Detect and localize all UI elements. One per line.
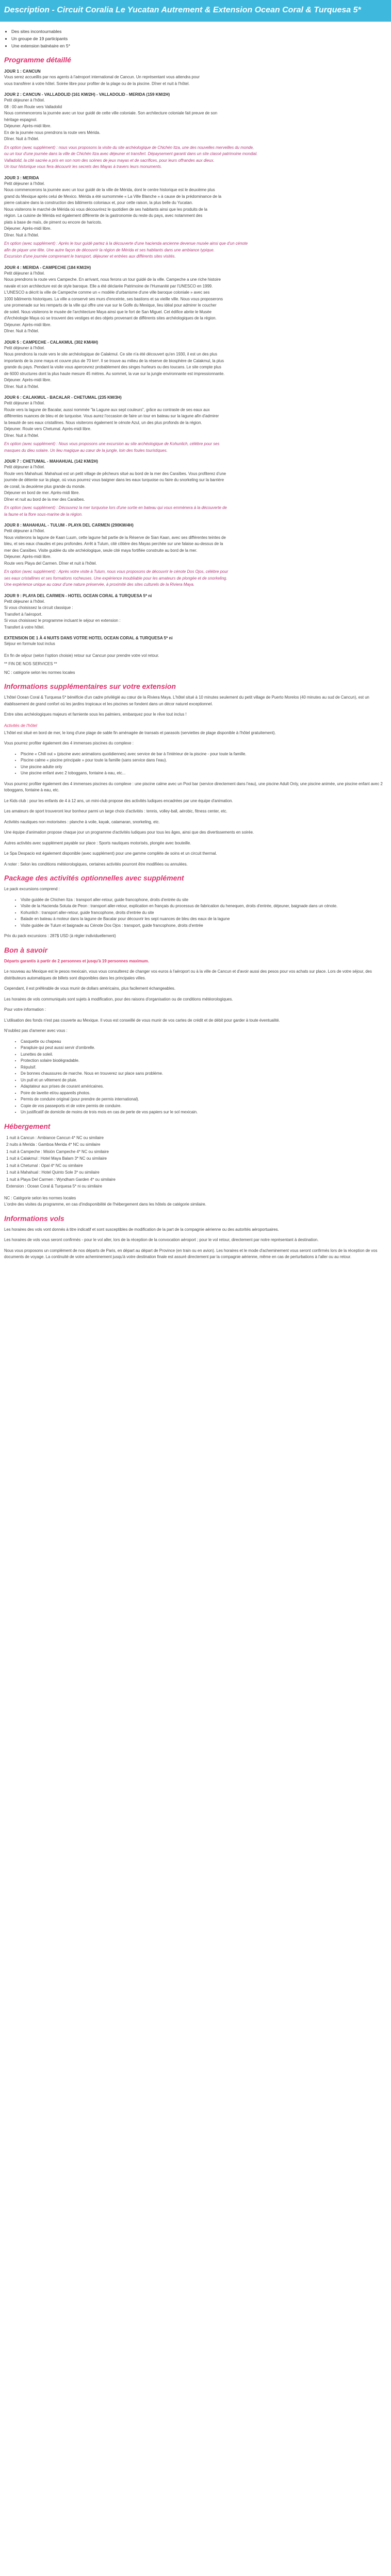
activities-subtitle: Activités de l'hôtel [4,723,37,728]
day-line: Déjeuner. Après-midi libre. [4,378,52,382]
list-item: • Une piscine enfant avec 2 toboggans, fontaine à eau, etc... [21,770,387,777]
day-block [4,69,387,87]
paragraph: A noter : Selon les conditions météorologiques, certaines activités pourront être modifiées ou annulées. [4,861,188,867]
day-line: vous transférer à votre hôtel. Soirée libre pour profiter de la plage ou de la piscine. Dîner et nuit à l'hôtel. [4,81,190,86]
list-item: • Parapluie qui peut aussi servir d'ombrelle. [21,1045,387,1052]
paragraph: Entre sites archéologiques majeurs et farniente sous les palmiers, embarquez pour le rêve tout inclus ! [4,712,187,717]
hotel-note: L'ordre des visites du programme, en cas d'indisponibilité de l'hébergement dans les hôtels de catégorie similaire. [4,1202,206,1207]
day-line: L'UNESCO a décrit la ville de Campeche comme un « modèle d'urbanisme d'une ville baroque coloniale » avec ses [4,290,210,295]
day-line: Petit déjeuner à l'hôtel. [4,401,45,405]
main-content [0,22,391,1261]
day-title: JOUR 8 : MAHAHUAL - TULUM - PLAYA DEL CARMEN (290KM/4H) [4,523,134,528]
list-item: • Adaptateur aux prises de courant américaines. [21,1083,387,1090]
day-line: importants de la zone maya et couvre plus de 70 km². Il se trouve au milieu de la réserve de biosphère de Calakmul, la plus [4,358,224,363]
day-line: de 6000 structures dont la plus haute mesure 45 mètres. Au sommet, la vue sur la jungle environnante est impressionnante. [4,371,225,376]
day-line: Déjeuner. Après-midi libre. [4,124,52,128]
page-header [0,0,391,22]
day-line: Nous commencerons la journée avec un tour guidé de la ville de Mérida, dont le centre historique est le deuxième plus [4,188,215,192]
day-line: différentes nuances de bleu et de turquoise. Vous aurez l'occasion de faire un tour en bateau sur la lagune afin d'admirer [4,414,219,418]
guaranteed-departures: Départs garantis à partir de 2 personnes et jusqu'à 19 personnes maximum. [4,958,149,963]
optional-line: la faune et la flore sous-marine de la région. [4,512,83,517]
list-item: • Une extension balnéaire en 5* [11,42,387,49]
day-line: Déjeuner. Route vers Chetumal. Après-midi libre. [4,427,92,431]
day-line: Petit déjeuner à l'hôtel. [4,345,45,350]
hotel-line: 1 nuit à Chetumal : Opal 4* NC ou similaire [6,1163,83,1168]
hotel-line: 1 nuit à Cancun : Ambiance Cancun 4* NC ou similaire [6,1135,104,1140]
paragraph: Nous vous proposons un complément de nos départs de Paris, en départ au départ de Province (en train ou en avion). Les horaires et le mode d'acheminement vous seront confirmés lors de la réception de vos documents de voyage. La continuité de votre acheminement jusqu'à votre destination finale est assuré directement par la compagnie aérienne, même en cas de perturbations à l'aller ou au retour. [4,1248,378,1259]
optional-line: En option (avec supplément) : Après votre visite à Tulum, nous vous proposons de découvrir le cénote Dos Ojos, célèbre pour [4,569,229,574]
closing-line: En fin de séjour (selon l'option choisie) retour sur Cancun pour prendre votre vol retour. [4,653,159,658]
day-line: Dîner. Nuit à l'hôtel. [4,329,39,333]
day-line: Déjeuner. Après-midi libre. [4,554,52,559]
optional-line: masques du dieu solaire. Un lieu magique au cœur de la jungle, loin des foules touristiques. [4,448,168,453]
hotel-line: 1 nuit à Campeche : Misión Campeche 4* NC ou similaire [6,1149,109,1154]
list-item: • Visite guidée de Tulum et baignade au Cénote Dos Ojos : transport, guide francophone, droits d'entrée [21,923,387,929]
page-title: Description - Circuit Coralia Le Yucatan Autrement & Extension Ocean Coral & Turquesa 5* [4,6,361,14]
optional-line: ou un tour d'une journée dans la ville de Chichén Itza avec déjeuner et transfert. Dépaysement garanti dans un site classé patrimoine mondial. [4,151,258,156]
day-block [4,92,387,171]
day-line: Route vers la lagune de Bacalar, aussi nommée "la Lagune aux sept couleurs", grâce au contraste de ses eaux aux [4,407,210,412]
bon-a-savoir-title: Bon à savoir [4,945,48,954]
list-item: • Répulsif. [21,1064,387,1071]
hotel-line: 2 nuits à Merida : Gamboa Merida 4* NC ou similaire [6,1142,101,1147]
day-line: Séjour en formule tout inclus [4,641,55,646]
day-title: JOUR 4 : MERIDA - CAMPECHE (184 KM/2H) [4,265,91,270]
pools-list [4,751,387,777]
day-line: En de la journée nous prendrons la route vers Mérida. [4,130,101,135]
day-line: Vous serez accueillis par nos agents à l'aéroport international de Cancun. Un représentant vous attendra pour [4,75,200,79]
hotel-note: NC : Catégorie selon les normes locales [4,1195,76,1200]
extension-more [4,781,387,868]
day-line: Dîner. Nuit à l'hôtel. [4,137,39,141]
hotel-list [4,1134,387,1190]
paragraph: Le Kids club : pour les enfants de 4 à 12 ans, un mini-club propose des activités ludiques encadrées par une équipe d'animation. [4,798,233,803]
day-line: Route vers Playa del Carmen. Dîner et nuit à l'hôtel. [4,561,97,566]
day-line: Petit déjeuner à l'hôtel. [4,465,45,469]
hotel-line: 1 nuit à Calakmul : Hotel Maya Balam 3* NC ou similaire [6,1156,107,1161]
day-line: Petit déjeuner à l'hôtel. [4,270,45,276]
day-line: pierre calcaire dans la construction des bâtiments coloniaux et, pour cette raison, la plus belle du Yucatan. [4,200,193,205]
day-title: JOUR 2 : CANCUN - VALLADOLID (161 KM/2H) - VALLADOLID - MERIDA (159 KM/2H) [4,92,170,97]
day-block [4,523,387,588]
list-item: • Balade en bateau à moteur dans la lagune de Bacalar pour découvrir les sept nuances de bleu des eaux de la lagune [21,916,387,923]
optional-line: Excursion d'une journée comprenant le transport, déjeuner et entrées aux différents sites visités. [4,254,176,259]
day-line: Transfert à votre hôtel. [4,624,45,630]
day-line: Route vers Mahahual. Mahahual est un petit village de pêcheurs situé au bord de la mer des Caraïbes. Vous profiterez d'une [4,471,226,476]
day-line: grande du pays. Pendant la visite vous apercevrez probablement des singes hurleurs ou des toucans. Le site compte plus [4,365,221,369]
day-line: Nous commencerons la journée avec un tour guidé de cette ville coloniale. Son architecture coloniale fait preuve de son [4,111,218,115]
paragraph: Vous pourrez profiter également des 4 immenses piscines du complexe : [4,741,134,745]
day-block [4,340,387,391]
day-line: grand du Mexique après celui de Mexico. Mérida a été surnommée « La Ville Blanche » à cause de la prédominance de la [4,194,222,199]
day-line: navale et son architecture est de style baroque. Elle a été déclarée Patrimoine de l'Humanité par l'UNESCO en 1999. [4,283,213,289]
optional-line: Une expérience unique au cœur d'une nature préservée, à proximité des sites culturels de la Riviera Maya. [4,582,194,587]
day-line: une promenade sur les remparts de la ville qui offre une vue sur le Golfe du Mexique, lieu idéal pour admirer le coucher [4,303,217,308]
day-line: Déjeuner. Après-midi libre. [4,322,52,327]
package-list [4,897,387,929]
day-line: Nous visiterons le marché de Mérida où vous découvrirez le quotidien de ses habitants ainsi que les produits de la [4,207,207,212]
list-item: • Piscine calme « piscine principale » pour toute la famille (sans service dans l'eau). [21,757,387,764]
day-title: JOUR 7 : CHETUMAL - MAHAHUAL (142 KM/2H) [4,459,98,464]
day-line: Déjeuner en bord de mer. Après-midi libre. [4,490,80,495]
day-line: 08 : 00 am Route vers Valladolid [4,104,62,109]
paragraph: Prix du pack excursions : 287$ USD (à régler individuellement) [4,934,116,938]
hotel-line: 1 nuit à Playa Del Carmen : Wyndham Garden 4* ou similaire [6,1177,116,1182]
day-line: de corail, la deuxième plus grande du monde. [4,484,86,489]
optional-line: Valladolid, la cité sacrée a pris en son nom des scènes de jeux mayas et de sacrifices, pour leurs offrandes aux dieux. [4,158,215,163]
bon-a-savoir-paragraphs [4,969,387,1035]
day-line: Dîner et nuit au bord de la mer des Caraïbes. [4,497,85,502]
hotel-line: 1 nuit à Mahahual : Hotel Quinto Sole 3* ou similaire [6,1170,100,1175]
optional-line: afin de piquer une tête. Une autre façon de découvrir la région de Mérida et ses habitants dans une ambiance typique. [4,247,215,252]
list-item: • Copie de vos passeports et de votre permis de conduire. [21,1103,387,1110]
day-line: bleu, et ses eaux chaudes et peu profondes. Arrêt à Tulum, cité côtière des Mayas perchée sur une falaise au-dessus de la [4,541,223,546]
list-item: • Casquette ou chapeau [21,1039,387,1045]
day-line: Si vous choisissez la circuit classique : [4,605,73,610]
list-item: • Visite guidée de Chichen Itza : transport aller-retour, guide francophone, droits d'entrée du site [21,897,387,904]
list-item: • Lunettes de soleil. [21,1052,387,1058]
paragraph: L'utilisation des fonds n'est pas couverte au Mexique. Il vous est conseillé de vous munir de vos cartes de crédit et de débit pour garder à toute éventualité. [4,1018,280,1023]
paragraph: Les horaires des vols vont donnés à titre indicatif et sont susceptibles de modification de la part de la compagnie aérienne ou des autorités aéroportuaires. [4,1227,279,1232]
day-block [4,636,387,648]
list-item: • Poire de lavette et/ou appareils photos. [21,1090,387,1097]
paragraph: L'hôtel Ocean Coral & Turquesa 5* bénéficie d'un cadre privilégié au cœur de la Riviera Maya. L'hôtel situé à 10 minutes seulement du petit village de Puerto Morelos (40 minutes au sud de Cancun), est un établissement de grand confort où les jardins tropicaux et les piscines se fondent dans un décor naturel exceptionnel. [4,695,369,706]
day-line: Petit déjeuner à l'hôtel. [4,599,45,604]
day-title: JOUR 3 : MERIDA [4,175,39,180]
list-item: • Kohunlich : transport aller-retour, guide francophone, droits d'entrée du site [21,910,387,917]
list-item: • Des sites incontournables [11,28,387,35]
paragraph: L'hôtel est situé en bord de mer, le long d'une plage de sable fin aménagée de transats et parasols (serviettes de plage disponible à l'hôtel gratuitement). [4,730,276,735]
day-title: JOUR 5 : CAMPECHE - CALAKMUL (302 KM/4H) [4,340,99,345]
programme-days [4,69,387,648]
day-line: journée de détente sur la plage, où vous pourrez vous baigner dans les eaux turquoise ou faire du snorkeling sur la barrière [4,478,224,482]
day-line: Petit déjeuner à l'hôtel. [4,529,45,533]
list-item: • Piscine « Chill out » (piscine avec animations quotidiennes) avec service de bar à l'intérieur de la piscine - pour toute la famille. [21,751,387,758]
paragraph: Cependant, il est préférable de vous munir de dollars américains, plus facilement échangeables. [4,986,175,991]
day-line: Dîner. Nuit à l'hôtel. [4,433,39,438]
day-block [4,459,387,518]
vols-paragraphs [4,1227,387,1261]
paragraph: Une équipe d'animation propose chaque jour un programme d'activités ludiques pour tous les âges, ainsi que des divertissements en soirée. [4,830,254,835]
hebergement-title: Hébergement [4,1122,51,1130]
day-line: d'Archéologie Maya où se trouvent des vestiges et des objets provenant de différents sites archéologiques de la région. [4,316,217,320]
day-line: héritage espagnol. [4,117,38,122]
paragraph: Autres activités avec supplément payable sur place : Sports nautiques motorisés, plongée avec bouteille. [4,840,191,845]
optional-line: En option (avec supplément) : Après le tour guidé partez à la découverte d'une hacienda ancienne devenue musée ainsi que d'un cénote [4,241,248,246]
paragraph: Le Spa Despacio est également disponible (avec supplément) pour une gamme complète de soins et un circuit thermal. [4,851,217,856]
paragraph: Pour votre information : [4,1007,46,1012]
list-item: • Une piscine adulte only [21,764,387,771]
intro-bullet-list [4,28,387,49]
paragraph: Les horaires de vols communiqués sont sujets à modification, pour des raisons d'organisation ou de conditions météorologiques. [4,996,233,1002]
paragraph: Le nouveau au Mexique est le pesos mexicain, vous vous consulterez de changer vos euros à l'aéroport ou à la ville de Cancun et d'avoir aussi des pesos pour vos achats sur place. Lors de votre séjour, des distributeurs automatiques de billets sont disponibles dans les principales villes. [4,969,372,980]
day-title: JOUR 9 : PLAYA DEL CARMEN - HOTEL OCEAN CORAL & TURQUESA 5* ni [4,593,152,598]
day-block [4,395,387,454]
informations-vols-title: Informations vols [4,1214,64,1223]
closing-line: ** FIN DE NOS SERVICES ** [4,662,57,666]
list-item: • Protection solaire biodégradable. [21,1058,387,1064]
day-title: EXTENSION DE 1 À 4 NUITS DANS VOTRE HOTEL OCEAN CORAL & TURQUESA 5* ni [4,636,173,640]
day-line: région. La cuisine de Mérida est également différente de la gastronomie du reste du pays, avec notamment des [4,213,203,218]
paragraph: Le pack excursions comprend : [4,887,60,891]
list-item: • Visite de la Hacienda Sotuta de Peon : transport aller-retour, explication en français du processus de fabrication du henequen, droits d'entrée, déjeuner, baignade dans un cénote. [21,903,387,910]
paragraph: Les amateurs de sport trouveront leur bonheur parmi un large choix d'activités : tennis, volley-ball, aérobic, fitness center, etc. [4,809,227,814]
optional-line: En option (avec supplément) : Nous vous proposons une excursion au site archéologique de Kohunlich, célèbre pour ses [4,442,220,446]
paragraph: Vous pourrez profiter également des 4 immenses piscines du complexe : une piscine calme avec un Pool bar (service directement dans l'eau), une piscine Adult Only, une piscine animée, une piscine enfant avec 2 toboggans, fontaine à eau, etc. [4,781,383,792]
hotel-line: Extension : Ocean Coral & Turquesa 5* ni ou similaire [6,1184,102,1189]
day-line: Déjeuner. Après-midi libre. [4,226,52,231]
optional-line: En option (avec supplément) : Découvrez la mer turquoise lors d'une sortie en bateau qui vous emmènera à la découverte de [4,505,227,510]
day-line: Nous prendrons la route vers Campeche. En arrivant, nous ferons un tour guidé de la ville. Campeche a une riche histoire [4,277,221,282]
optional-line: Un tour historique vous fera découvrir les secrets des Mayas à travers leurs monuments. [4,164,162,169]
day-line: Petit déjeuner à l'hôtel. [4,98,45,103]
list-item: • Un groupe de 19 participants [11,35,387,42]
page [0,0,391,1261]
paragraph: Activités nautiques non motorisées : planche à voile, kayak, catamaran, snorkeling, etc. [4,819,160,824]
day-line: 1000 bâtiments historiques. La ville a conservé ses murs d'enceinte, ses bastions et sa vieille ville. Nous vous proposerons [4,296,223,301]
list-item: • Un justificatif de domicile de moins de trois mois en cas de perte de vos papiers sur le sol mexicain. [21,1109,387,1116]
day-line: Nous visiterons la lagune de Kaan Luum, cette lagune fait partie de la Réserve de Sian Kaan, avec ses différentes teintes de [4,535,226,540]
day-title: JOUR 6 : CALAKMUL - BACALAR - CHETUMAL (235 KM/3H) [4,395,122,400]
list-item: • De bonnes chaussures de marche. Nous en trouverez sur place sans problème. [21,1071,387,1077]
day-line: Dîner. Nuit à l'hôtel. [4,232,39,238]
list-item: • Un pull et un vêtement de pluie. [21,1077,387,1084]
list-item: • Permis de conduire original (pour prendre de permis international). [21,1096,387,1103]
day-title: JOUR 1 : CANCUN [4,69,41,74]
paragraph: Les horaires de vols vous seront confirmés - pour le vol aller, lors de la réception de la convocation aéroport ; pour le vol retour, directement par notre représentant à destination. [4,1238,319,1242]
day-line: Transfert à l'aéroport. [4,612,43,617]
optional-line: En option (avec supplément) : nous vous proposons la visite du site archéologique de Chichén Itza, une des nouvelles merveilles du monde, [4,145,254,150]
day-line: mer des Caraïbes. Visite guidée du site archéologique, seule cité maya fortifiée construite au bord de la mer. [4,548,198,553]
bring-list [4,1039,387,1116]
day-line: la beauté de ses eaux cristallines. Nous visiterons également le cénote Azul, un des plus profonds de la région. [4,420,202,425]
day-line: Si vous choisissez le programme incluant le séjour en extension : [4,618,121,623]
day-line: Nous prendrons la route vers le site archéologique de Calakmul. Ce site n'a été découvert qu'en 1930, il est un des plus [4,352,217,357]
day-line: Petit déjeuner à l'hôtel. [4,181,45,186]
extension-section-title: Informations supplémentaires sur votre extension [4,682,176,690]
day-block [4,265,387,335]
closing-line: NC : catégorie selon les normes locales [4,670,75,675]
day-line: Dîner. Nuit à l'hôtel. [4,384,39,389]
paragraph: N'oubliez pas d'amener avec vous : [4,1028,68,1033]
optional-line: ses eaux cristallines et ses formations rocheuses. Une expérience inoubliable pour les amateurs de plongée et de snorkeling. [4,575,227,581]
day-line: plats à base de maïs, de piment ou encore de haricots. [4,219,102,225]
day-line: de soleil. Nous visiterons le musée de l'architecture Maya ainsi que le fort de San Miguel. Cet édifice abrite le Musée [4,309,211,314]
programme-section-title: Programme détaillé [4,56,71,64]
package-section-title: Package des activités optionnelles avec supplément [4,874,184,882]
day-block [4,594,387,631]
day-block [4,176,387,260]
